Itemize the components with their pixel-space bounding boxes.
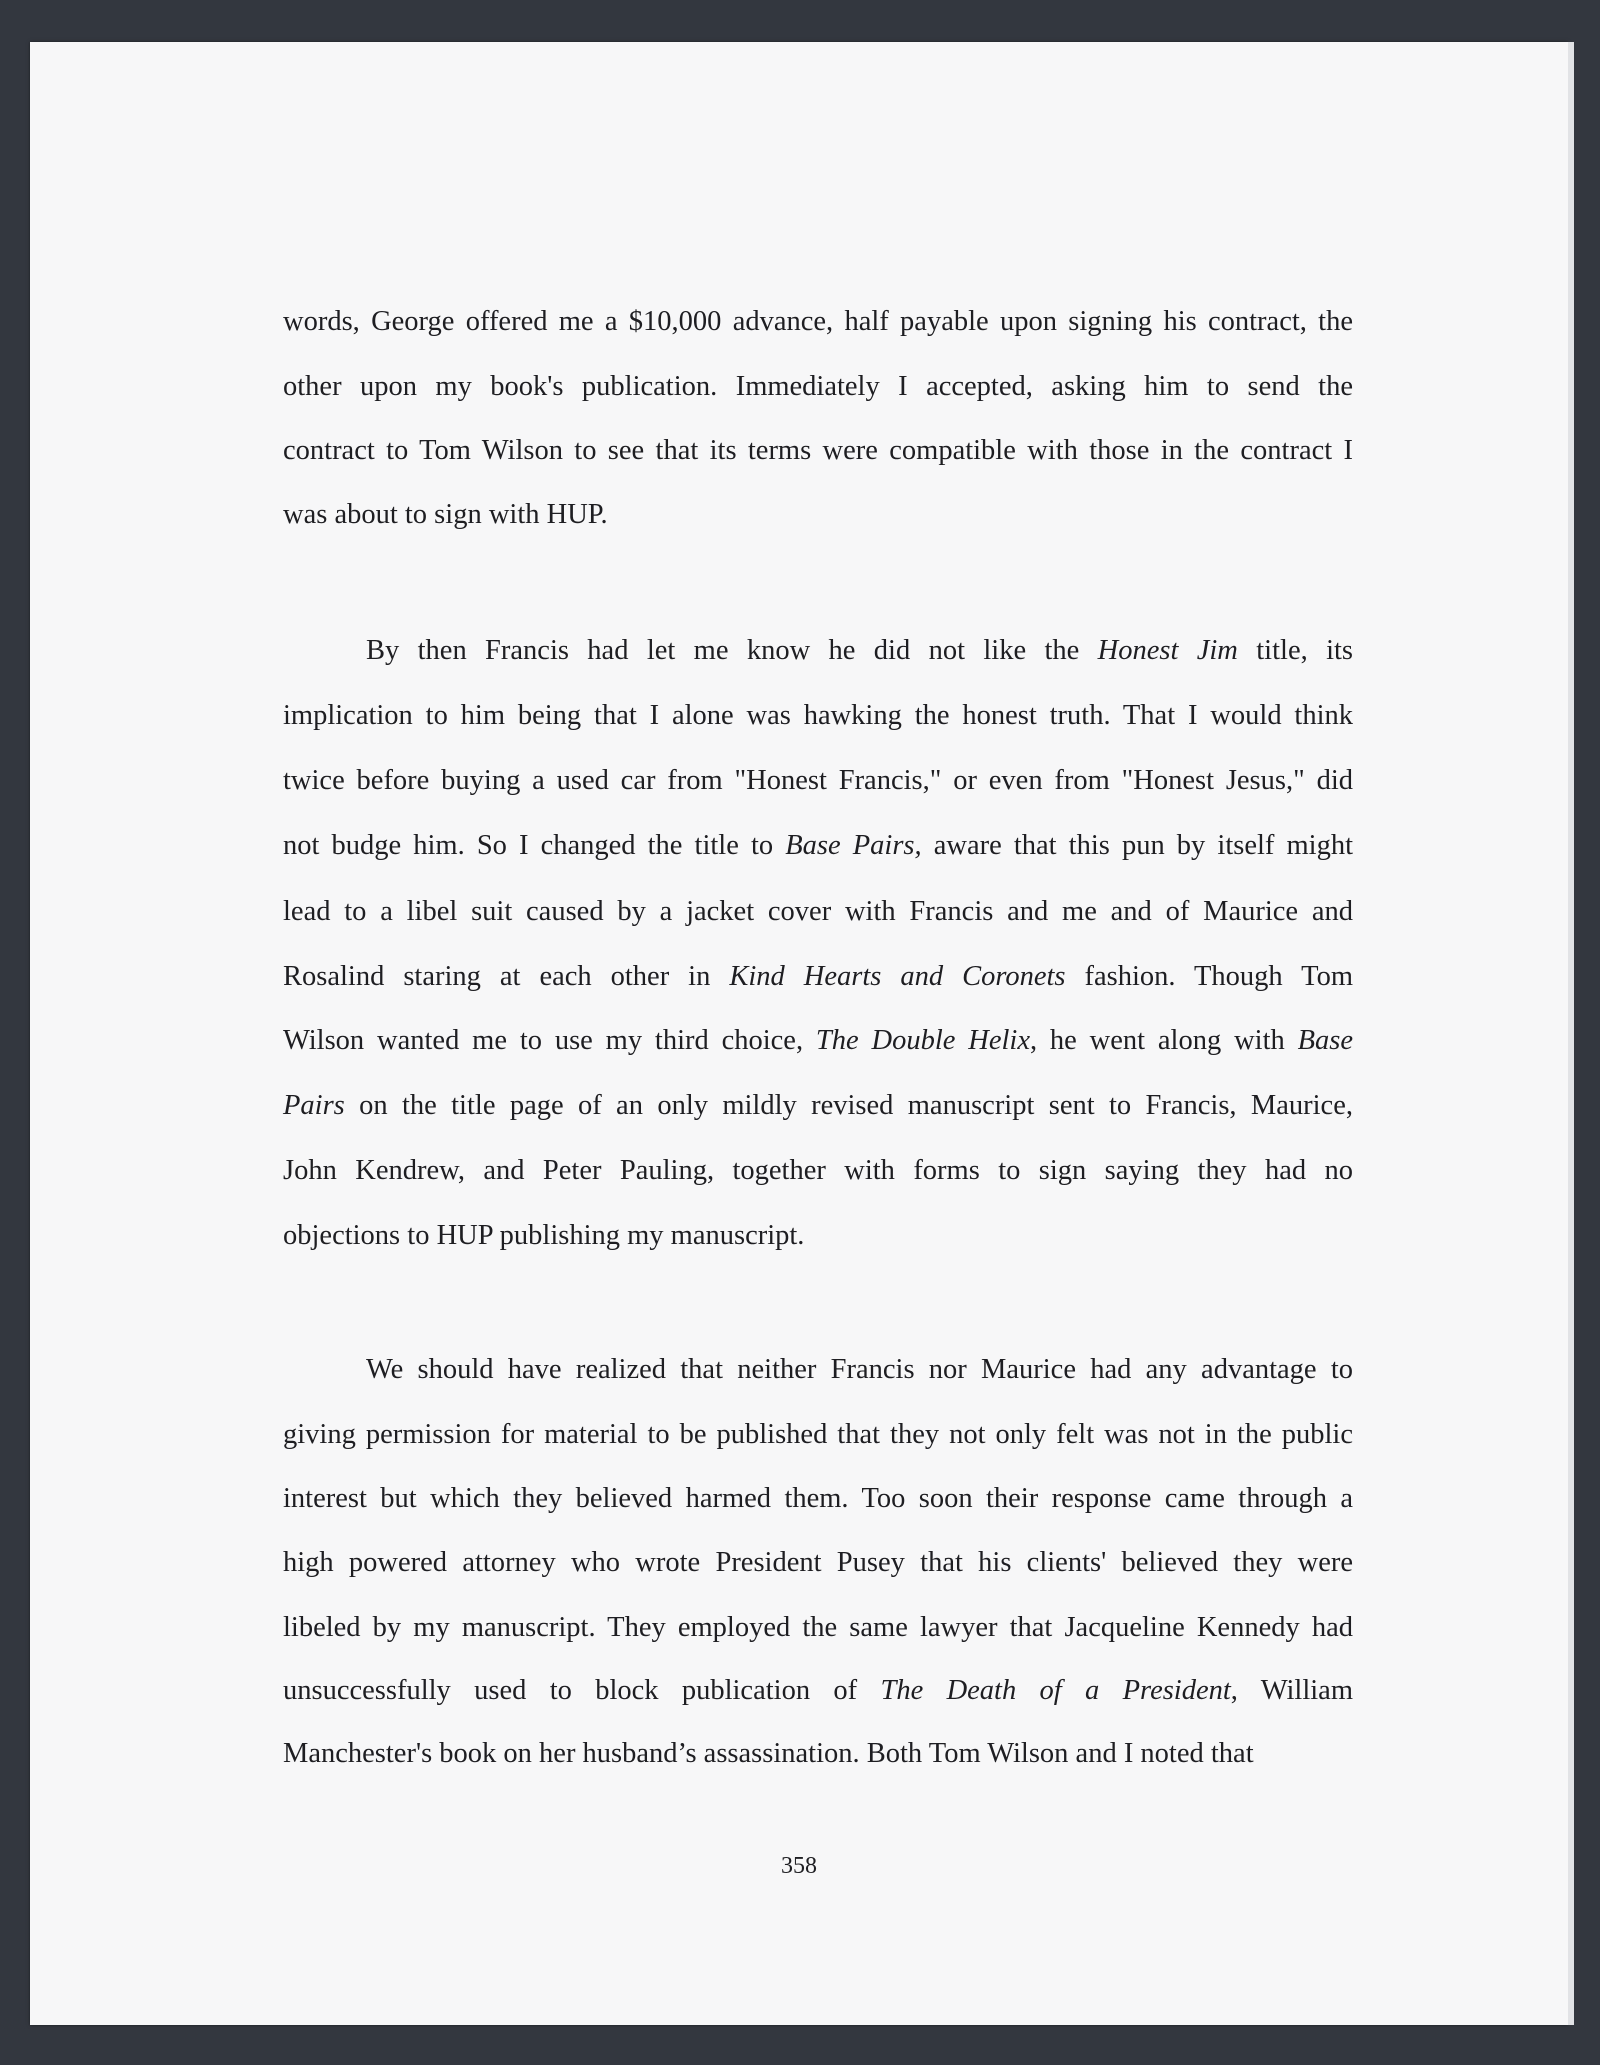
document-page [30,42,1568,2025]
page-number: 358 [781,1853,817,1879]
book-title: Honest Jim [1097,635,1238,666]
text-line: other upon my book's publication. Immediately I accepted, asking him to send the [283,371,1353,402]
text-line: not budge him. So I changed the title to Base Pairs, aware that this pun by itself might [283,830,1353,861]
text-line: unsuccessfully used to block publication of The Death of a President, William [283,1675,1353,1706]
text-line: was about to sign with HUP. [283,499,608,530]
text-line: implication to him being that I alone was hawking the honest truth. That I would think [283,700,1353,731]
text-line: objections to HUP publishing my manuscript. [283,1220,805,1251]
book-title: Pairs [283,1090,345,1121]
text-line: lead to a libel suit caused by a jacket cover with Francis and me and of Maurice and [283,896,1353,927]
text-line: We should have realized that neither Francis nor Maurice had any advantage to [366,1354,1353,1385]
text-line: Rosalind staring at each other in Kind Hearts and Coronets fashion. Though Tom [283,961,1353,992]
text-line: words, George offered me a $10,000 advance, half payable upon signing his contract, the [283,306,1353,337]
text-line: Wilson wanted me to use my third choice, The Double Helix, he went along with Base [283,1025,1353,1056]
book-title: The Double Helix [815,1025,1030,1056]
book-title: The Death of a President [880,1675,1231,1706]
page-edge [1568,42,1574,2025]
text-line: interest but which they believed harmed them. Too soon their response came through a [283,1483,1353,1514]
text-line: John Kendrew, and Peter Pauling, together with forms to sign saying they had no [283,1155,1353,1186]
film-title: Kind Hearts and Coronets [729,961,1066,992]
text-line: Manchester's book on her husband’s assassination. Both Tom Wilson and I noted that [283,1738,1254,1769]
book-title: Base Pairs, [785,830,922,861]
text-line: high powered attorney who wrote President Pusey that his clients' believed they were [283,1547,1353,1578]
text-line: contract to Tom Wilson to see that its terms were compatible with those in the contract I [283,435,1353,466]
book-title: Base [1297,1025,1353,1056]
text-line: By then Francis had let me know he did not like the Honest Jim title, its [366,635,1354,666]
text-line: twice before buying a used car from "Honest Francis," or even from "Honest Jesus," did [283,765,1353,796]
text-line: libeled by my manuscript. They employed the same lawyer that Jacqueline Kennedy had [283,1612,1353,1643]
text-line: giving permission for material to be published that they not only felt was not in the public [283,1419,1353,1450]
text-line: Pairs on the title page of an only mildly revised manuscript sent to Francis, Maurice, [283,1090,1353,1121]
